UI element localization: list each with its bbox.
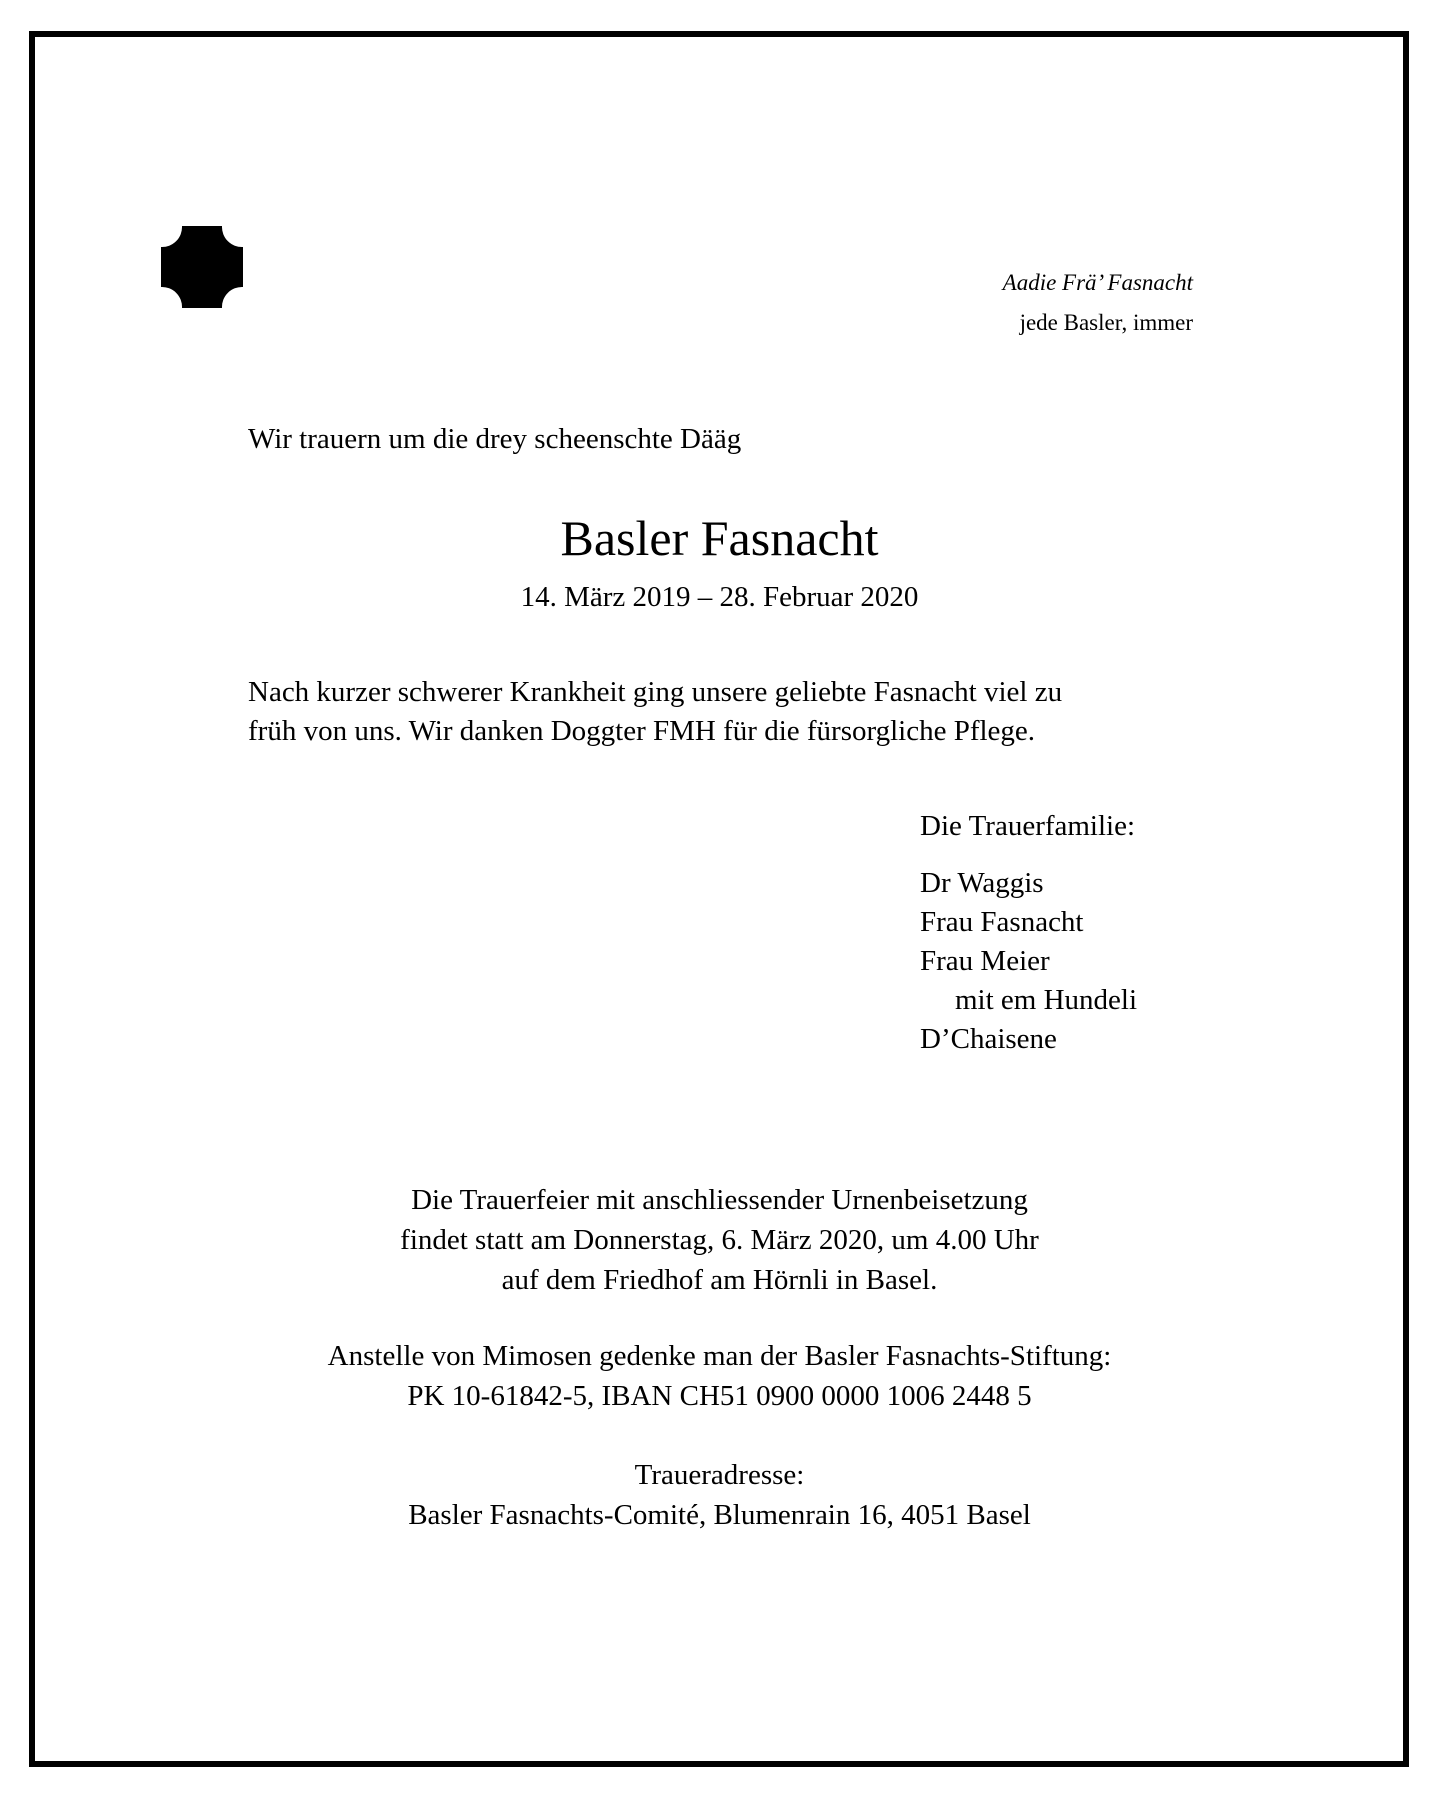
- donation-line: Anstelle von Mimosen gedenke man der Basler Fasnachts-Stiftung:: [327, 1340, 1112, 1372]
- ceremony-line: findet statt am Donnerstag, 6. März 2020, um 4.00 Uhr: [400, 1224, 1039, 1256]
- family-member: Frau Fasnacht: [920, 906, 1084, 938]
- family-member: Frau Meier: [920, 945, 1050, 977]
- mourning-address: [0, 1455, 1439, 1535]
- motto-title: Aadie Frä’ Fasnacht: [1002, 270, 1193, 295]
- intro-line: Wir trauern um die drey scheenschte Dääg: [248, 423, 742, 455]
- donation-line: PK 10-61842-5, IBAN CH51 0900 0000 1006 2448 5: [407, 1380, 1032, 1412]
- motto: [1003, 268, 1193, 338]
- family-member: D’Chaisene: [920, 1023, 1057, 1055]
- message-line: früh von uns. Wir danken Doggter FMH für die fürsorgliche Pflege.: [248, 715, 1036, 747]
- address-value: Basler Fasnachts-Comité, Blumenrain 16, 4051 Basel: [408, 1499, 1031, 1531]
- cross-icon: [161, 226, 243, 308]
- message-line: Nach kurzer schwerer Krankheit ging unsere geliebte Fasnacht viel zu: [248, 676, 1063, 708]
- life-dates: 14. März 2019 – 28. Februar 2020: [520, 581, 919, 613]
- donation-info: [0, 1336, 1439, 1416]
- family-heading: Die Trauerfamilie:: [920, 810, 1136, 842]
- address-label: Traueradresse:: [634, 1459, 805, 1491]
- family-member: mit em Hundeli: [955, 984, 1138, 1016]
- family-block: [920, 807, 1137, 1059]
- ceremony-line: auf dem Friedhof am Hörnli in Basel.: [501, 1264, 938, 1296]
- motto-subtitle: jede Basler, immer: [1019, 310, 1193, 335]
- message-paragraph: [248, 673, 1062, 751]
- family-member: Dr Waggis: [920, 867, 1044, 899]
- deceased-name: Basler Fasnacht: [560, 510, 879, 566]
- ceremony-info: [0, 1180, 1439, 1300]
- ceremony-line: Die Trauerfeier mit anschliessender Urnenbeisetzung: [411, 1184, 1028, 1216]
